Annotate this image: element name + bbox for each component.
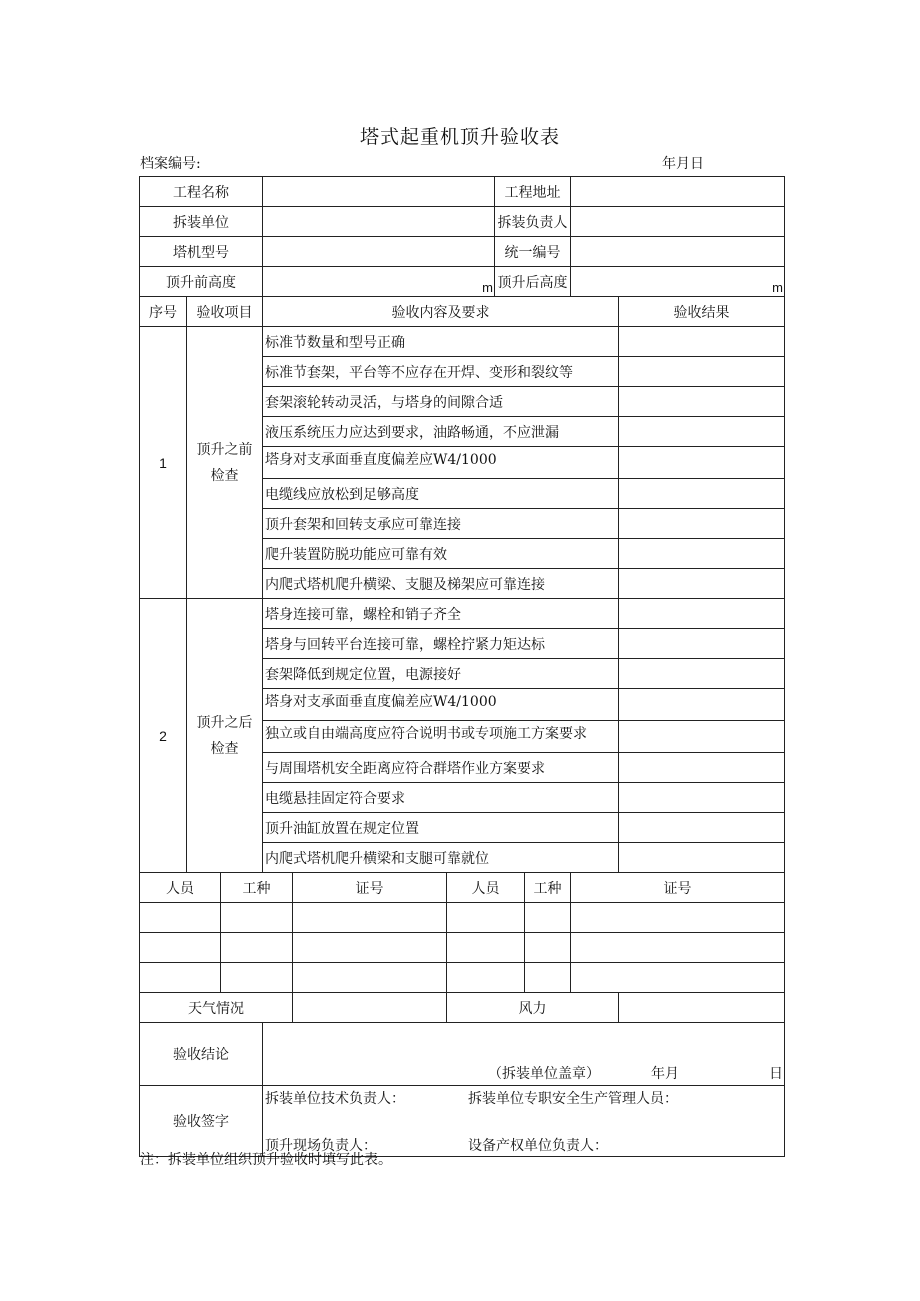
check-row	[140, 599, 785, 629]
check-item: 标准节数量和型号正确	[263, 327, 619, 357]
trade-cell[interactable]	[525, 903, 571, 933]
check-item: 独立或自由端高度应符合说明书或专项施工方案要求	[263, 721, 619, 753]
check-result-cell[interactable]	[619, 753, 785, 783]
info-row	[140, 267, 785, 297]
check-item: 内爬式塔机爬升横梁、支腿及梯架应可靠连接	[263, 569, 619, 599]
check-result-cell[interactable]	[619, 659, 785, 689]
archive-number-label: 档案编号:	[140, 156, 201, 172]
height-after-field[interactable]	[571, 267, 785, 297]
cert-cell[interactable]	[571, 903, 785, 933]
check-item: 与周围塔机安全距离应符合群塔作业方案要求	[263, 753, 619, 783]
info-row	[140, 237, 785, 267]
info-row	[140, 207, 785, 237]
cert-cell[interactable]	[293, 963, 447, 993]
check-item: 液压系统压力应达到要求，油路畅通，不应泄漏	[263, 417, 619, 447]
result-header: 验收结果	[619, 297, 785, 327]
year-month-label: 年月	[651, 1066, 679, 1082]
project-name-field[interactable]	[263, 177, 495, 207]
weather-field[interactable]	[293, 993, 447, 1023]
signature-label: 验收签字	[140, 1086, 263, 1157]
cert-cell[interactable]	[293, 933, 447, 963]
trade-cell[interactable]	[221, 963, 293, 993]
check-result-cell[interactable]	[619, 387, 785, 417]
weather-row	[140, 993, 785, 1023]
group-number: 1	[140, 327, 187, 599]
cert-cell[interactable]	[571, 933, 785, 963]
cert-cell[interactable]	[293, 903, 447, 933]
project-name-label: 工程名称	[140, 177, 263, 207]
check-item: 塔身对支承面垂直度偏差应W4/1000	[263, 447, 619, 479]
acceptance-form-table	[139, 176, 785, 1157]
owner-leader-signature: 设备产权单位负责人：	[468, 1138, 608, 1154]
conclusion-label: 验收结论	[140, 1023, 263, 1086]
unit-m: m	[772, 280, 784, 295]
check-result-cell[interactable]	[619, 417, 785, 447]
unified-number-label: 统一编号	[495, 237, 571, 267]
check-item: 塔身与回转平台连接可靠，螺栓拧紧力矩达标	[263, 629, 619, 659]
check-item: 塔身对支承面垂直度偏差应W4/1000	[263, 689, 619, 721]
check-result-cell[interactable]	[619, 599, 785, 629]
day-label: 日	[769, 1066, 784, 1082]
personnel-header: 人员	[447, 873, 525, 903]
check-result-cell[interactable]	[619, 447, 785, 479]
wind-field[interactable]	[619, 993, 785, 1023]
trade-header: 工种	[525, 873, 571, 903]
group-name: 顶升之前检查	[187, 327, 263, 599]
checklist-header-row	[140, 297, 785, 327]
personnel-cell[interactable]	[447, 903, 525, 933]
cert-header: 证号	[293, 873, 447, 903]
check-result-cell[interactable]	[619, 629, 785, 659]
personnel-header: 人员	[140, 873, 221, 903]
personnel-row	[140, 903, 785, 933]
trade-cell[interactable]	[221, 933, 293, 963]
install-leader-label: 拆装负责人	[495, 207, 571, 237]
check-result-cell[interactable]	[619, 479, 785, 509]
install-unit-label: 拆装单位	[140, 207, 263, 237]
personnel-cell[interactable]	[140, 903, 221, 933]
item-header: 验收项目	[187, 297, 263, 327]
check-item: 塔身连接可靠，螺栓和销子齐全	[263, 599, 619, 629]
page-title: 塔式起重机顶升验收表	[359, 126, 560, 148]
conclusion-row	[140, 1023, 785, 1086]
check-result-cell[interactable]	[619, 843, 785, 873]
seq-header: 序号	[140, 297, 187, 327]
trade-header: 工种	[221, 873, 293, 903]
project-address-label: 工程地址	[495, 177, 571, 207]
check-result-cell[interactable]	[619, 689, 785, 721]
check-item: 套架滚轮转动灵活，与塔身的间隙合适	[263, 387, 619, 417]
check-item: 内爬式塔机爬升横梁和支腿可靠就位	[263, 843, 619, 873]
check-result-cell[interactable]	[619, 569, 785, 599]
trade-cell[interactable]	[525, 933, 571, 963]
crane-model-field[interactable]	[263, 237, 495, 267]
date-label: 年月日	[662, 156, 704, 172]
height-after-label: 顶升后高度	[495, 267, 571, 297]
personnel-row	[140, 933, 785, 963]
content-header: 验收内容及要求	[263, 297, 619, 327]
install-unit-field[interactable]	[263, 207, 495, 237]
safety-manager-signature: 拆装单位专职安全生产管理人员：	[468, 1091, 678, 1107]
group-name: 顶升之后检查	[187, 599, 263, 873]
check-row	[140, 327, 785, 357]
height-before-label: 顶升前高度	[140, 267, 263, 297]
footnote: 注：拆装单位组织顶升验收时填写此表。	[140, 1152, 392, 1168]
check-result-cell[interactable]	[619, 539, 785, 569]
trade-cell[interactable]	[221, 903, 293, 933]
personnel-cell[interactable]	[447, 933, 525, 963]
check-result-cell[interactable]	[619, 783, 785, 813]
check-result-cell[interactable]	[619, 327, 785, 357]
check-item: 顶升套架和回转支承应可靠连接	[263, 509, 619, 539]
wind-label: 风力	[447, 993, 619, 1023]
check-result-cell[interactable]	[619, 509, 785, 539]
unit-m: m	[482, 280, 493, 295]
weather-label: 天气情况	[140, 993, 293, 1023]
info-row	[140, 177, 785, 207]
check-item: 标准节套架，平台等不应存在开焊、变形和裂纹等	[263, 357, 619, 387]
check-result-cell[interactable]	[619, 357, 785, 387]
group-number: 2	[140, 599, 187, 873]
personnel-cell[interactable]	[447, 963, 525, 993]
personnel-cell[interactable]	[140, 933, 221, 963]
personnel-row	[140, 963, 785, 993]
cert-header: 证号	[571, 873, 785, 903]
crane-model-label: 塔机型号	[140, 237, 263, 267]
check-item: 电缆悬挂固定符合要求	[263, 783, 619, 813]
unified-number-field[interactable]	[571, 237, 785, 267]
stamp-label: （拆装单位盖章）	[488, 1066, 600, 1082]
personnel-cell[interactable]	[140, 963, 221, 993]
site-leader-signature: 顶升现场负责人：	[265, 1138, 377, 1154]
check-result-cell[interactable]	[619, 813, 785, 843]
check-result-cell[interactable]	[619, 721, 785, 753]
signature-field[interactable]	[263, 1086, 785, 1157]
check-item: 顶升油缸放置在规定位置	[263, 813, 619, 843]
project-address-field[interactable]	[571, 177, 785, 207]
install-leader-field[interactable]	[571, 207, 785, 237]
signature-row	[140, 1086, 785, 1157]
conclusion-field[interactable]	[263, 1023, 785, 1086]
personnel-header-row	[140, 873, 785, 903]
cert-cell[interactable]	[571, 963, 785, 993]
check-item: 电缆线应放松到足够高度	[263, 479, 619, 509]
check-item: 套架降低到规定位置，电源接好	[263, 659, 619, 689]
tech-leader-signature: 拆装单位技术负责人：	[265, 1091, 405, 1107]
height-before-field[interactable]	[263, 267, 495, 297]
check-item: 爬升装置防脱功能应可靠有效	[263, 539, 619, 569]
trade-cell[interactable]	[525, 963, 571, 993]
